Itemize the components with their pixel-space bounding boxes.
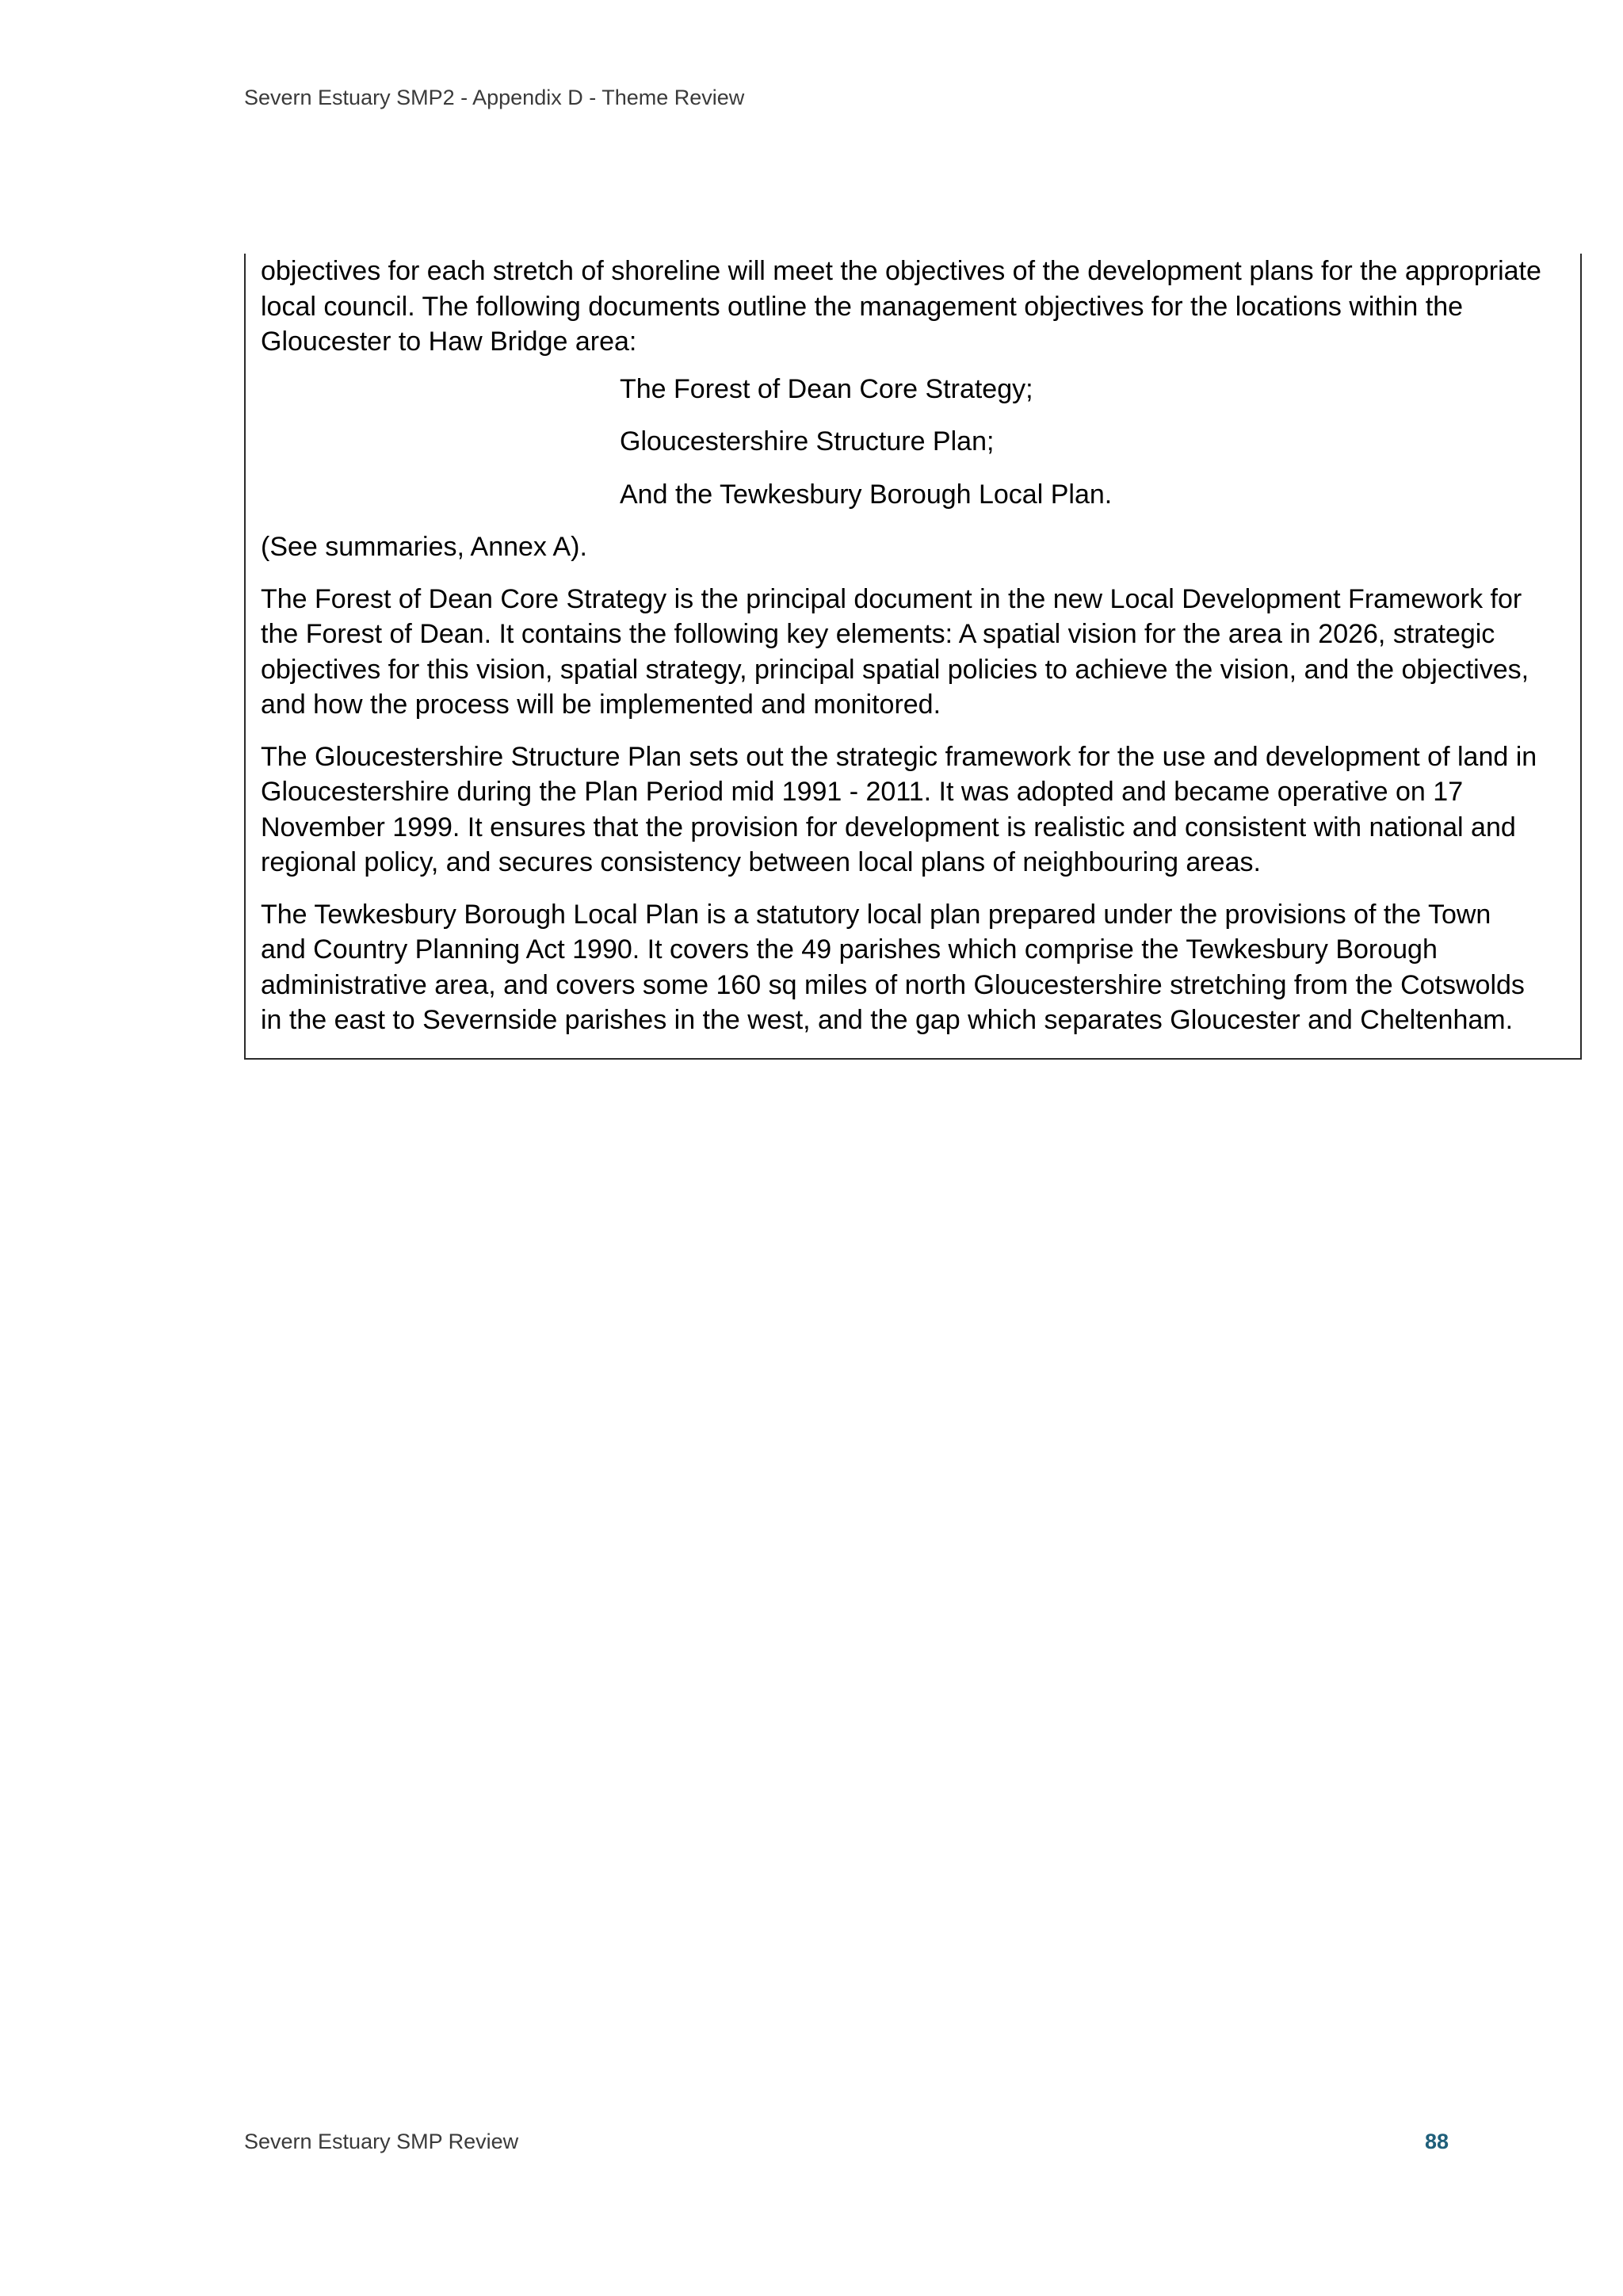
structure-plan-paragraph <box>261 739 1564 881</box>
page-number: 88 <box>1425 2130 1449 2153</box>
text-line: and how the process will be implemented and monitored. <box>261 690 941 720</box>
text-line: Gloucestershire during the Plan Period mid 1991 - 2011. It was adopted and became operative on 17 <box>261 777 1464 807</box>
text-line: The Forest of Dean Core Strategy is the principal document in the new Local Development Framework for <box>261 583 1522 614</box>
running-footer: Severn Estuary SMP Review <box>244 2130 519 2153</box>
text-line: the Forest of Dean. It contains the following key elements: A spatial vision for the area in 2026, strategic <box>261 619 1495 649</box>
documents-list <box>261 372 1564 513</box>
text-line: The Tewkesbury Borough Local Plan is a statutory local plan prepared under the provisions of the Town <box>261 899 1491 930</box>
continued-text-box <box>244 254 1582 1060</box>
running-header: Severn Estuary SMP2 - Appendix D - Theme Review <box>244 86 745 109</box>
tewkesbury-paragraph <box>261 897 1564 1038</box>
list-item-tewkesbury: And the Tewkesbury Borough Local Plan. <box>620 479 1113 510</box>
text-line: Gloucester to Haw Bridge area: <box>261 327 637 357</box>
text-line: regional policy, and secures consistency between local plans of neighbouring areas. <box>261 847 1261 877</box>
intro-paragraph <box>261 254 1564 360</box>
see-summaries-note: (See summaries, Annex A). <box>261 532 587 562</box>
text-line: November 1999. It ensures that the provision for development is realistic and consistent with national and <box>261 812 1516 842</box>
text-line: objectives for this vision, spatial strategy, principal spatial policies to achieve the vision, and the objectives, <box>261 654 1529 685</box>
forest-of-dean-paragraph <box>261 582 1564 723</box>
text-line: objectives for each stretch of shoreline will meet the objectives of the development plans for the appropriate <box>261 256 1541 286</box>
text-line: in the east to Severnside parishes in the west, and the gap which separates Gloucester and Cheltenham. <box>261 1005 1514 1035</box>
list-item-structure-plan: Gloucestershire Structure Plan; <box>620 426 995 457</box>
list-item-forest-of-dean: The Forest of Dean Core Strategy; <box>620 373 1033 404</box>
text-line: administrative area, and covers some 160 sq miles of north Gloucestershire stretching from the Cotswolds <box>261 969 1525 1000</box>
text-line: and Country Planning Act 1990. It covers the 49 parishes which comprise the Tewkesbury Borough <box>261 934 1438 965</box>
text-line: local council. The following documents outline the management objectives for the locations within the <box>261 291 1464 322</box>
text-line: The Gloucestershire Structure Plan sets out the strategic framework for the use and development of land in <box>261 741 1537 772</box>
